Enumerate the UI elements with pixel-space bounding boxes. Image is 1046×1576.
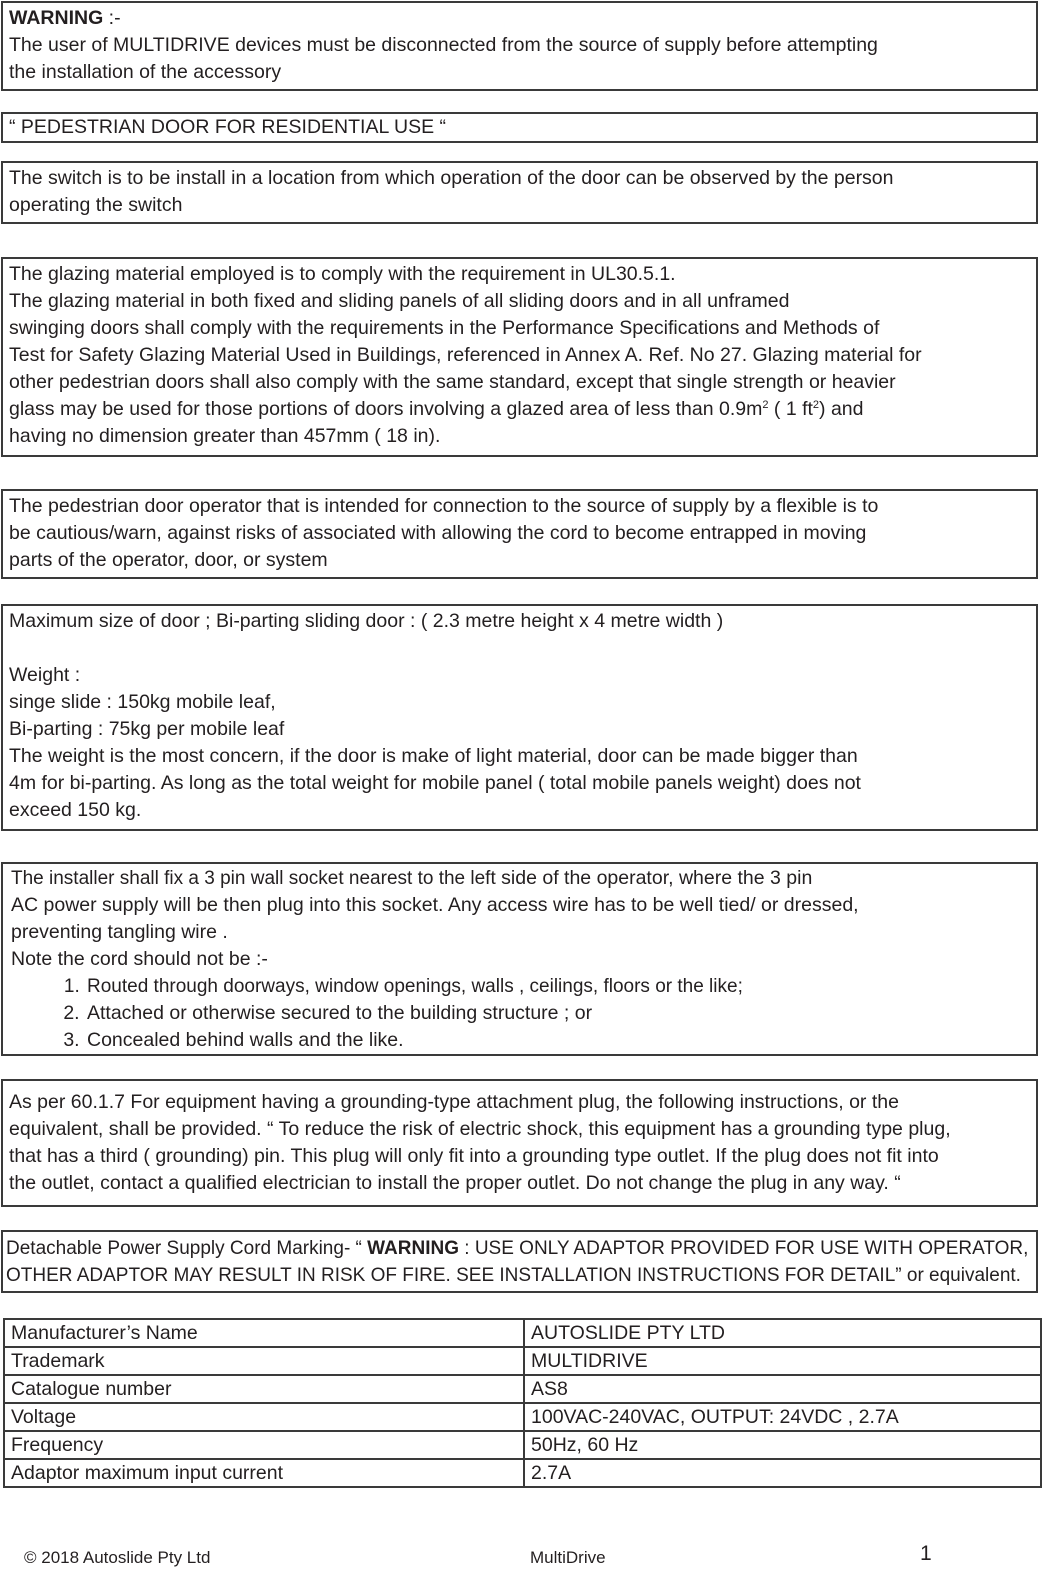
cord-caution-line: be cautious/warn, against risks of associated with allowing the cord to become entrapped in moving [9, 522, 867, 544]
table-row [4, 1347, 1041, 1375]
pedestrian-heading-box [1, 112, 1038, 143]
table-row [4, 1431, 1041, 1459]
cord-caution-line: parts of the operator, door, or system [9, 549, 328, 571]
door-size-line: Bi-parting : 75kg per mobile leaf [9, 718, 285, 740]
spec-value: MULTIDRIVE [524, 1347, 1041, 1375]
glazing-area-text: glass may be used for those portions of doors involving a glazed area of less than 0.9m [9, 398, 763, 420]
socket-line: Note the cord should not be :- [11, 948, 268, 970]
marking-box [1, 1230, 1038, 1293]
spec-value: AUTOSLIDE PTY LTD [524, 1319, 1041, 1347]
marking-warning: WARNING [367, 1238, 459, 1259]
grounding-line: that has a third ( grounding) pin. This plug will only fit into a grounding type outlet. If the plug does not fit into [9, 1145, 939, 1167]
spec-label: Catalogue number [4, 1375, 524, 1403]
spec-label: Frequency [4, 1431, 524, 1459]
socket-first-text: The installer shall fix a 3 pin wall socket nearest to the left [11, 868, 496, 889]
spec-label: Trademark [4, 1347, 524, 1375]
warning-box [1, 1, 1038, 91]
door-size-line: singe slide : 150kg mobile leaf, [9, 691, 276, 713]
socket-box [1, 862, 1038, 1056]
glazing-area-line [9, 396, 1030, 423]
glazing-line: swinging doors shall comply with the requirements in the Performance Specifications and Methods of [9, 317, 880, 339]
warning-heading [9, 5, 1030, 32]
socket-first-line [11, 865, 1030, 892]
glazing-box [1, 257, 1038, 457]
table-row [4, 1403, 1041, 1431]
list-item: 3. Concealed behind walls and the like. [85, 1027, 1030, 1054]
switch-note-line: operating the switch [9, 194, 183, 216]
spec-value: AS8 [524, 1375, 1041, 1403]
cord-caution-box [1, 489, 1038, 579]
door-size-line: 4m for bi-parting. As long as the total weight for mobile panel ( total mobile panels weight) does not [9, 772, 861, 794]
spec-table [3, 1318, 1042, 1488]
socket-line: preventing tangling wire . [11, 921, 228, 943]
grounding-box [1, 1079, 1038, 1207]
footer-product: MultiDrive [530, 1548, 606, 1567]
table-row [4, 1375, 1041, 1403]
pedestrian-heading: “ PEDESTRIAN DOOR FOR RESIDENTIAL USE “ [9, 116, 446, 138]
warning-line: the installation of the accessory [9, 61, 282, 83]
grounding-line: As per 60.1.7 For equipment having a grounding-type attachment plug, the following instructions, or the [9, 1091, 899, 1113]
cord-restrictions-list [11, 973, 1030, 1054]
switch-note-box [1, 161, 1038, 224]
grounding-line: equivalent, shall be provided. “ To reduce the risk of electric shock, this equipment has a grounding type plug, [9, 1118, 951, 1140]
spec-value: 2.7A [524, 1459, 1041, 1487]
superscript: 2 [812, 399, 820, 411]
door-size-line: exceed 150 kg. [9, 799, 142, 821]
glazing-line: Test for Safety Glazing Material Used in Buildings, referenced in Annex A. Ref. No 27. Glazing material for [9, 344, 922, 366]
list-item: 2. Attached or otherwise secured to the building structure ; or [85, 1000, 1030, 1027]
page-number: 1 [920, 1542, 932, 1565]
warning-suffix: :- [103, 7, 121, 29]
switch-note-line: The switch is to be install in a location from which operation of the door can be observed by the person [9, 167, 894, 189]
list-item: 1. Routed through doorways, window openings, walls , ceilings, floors or the like; [85, 973, 1030, 1000]
socket-line: AC power supply will be then plug into this socket. Any access wire has to be well tied/ or dressed, [11, 894, 859, 916]
spec-label: Manufacturer’s Name [4, 1319, 524, 1347]
marking-line [6, 1235, 1030, 1262]
door-size-line: The weight is the most concern, if the door is make of light material, door can be made bigger than [9, 745, 858, 767]
table-row [4, 1319, 1041, 1347]
socket-first-text: side of the operator, where the 3 pin [495, 867, 813, 889]
table-row [4, 1459, 1041, 1487]
weight-label: Weight : [9, 664, 81, 686]
marking-line: OTHER ADAPTOR MAY RESULT IN RISK OF FIRE. SEE INSTALLATION INSTRUCTIONS FOR DETAIL” or equivalent. [6, 1265, 1021, 1286]
spec-label: Voltage [4, 1403, 524, 1431]
footer-copyright: © 2018 Autoslide Pty Ltd [24, 1548, 211, 1567]
max-door-size: Maximum size of door ; Bi-parting sliding door : ( 2.3 metre height x 4 metre width ) [9, 610, 724, 632]
glazing-area-text: ( 1 ft [768, 398, 813, 420]
glazing-line: other pedestrian doors shall also comply with the same standard, except that single strength or heavier [9, 371, 896, 393]
marking-prefix: Detachable Power Supply Cord Marking- “ [6, 1238, 368, 1259]
marking-rest: : USE ONLY ADAPTOR PROVIDED FOR USE WITH OPERATOR, [459, 1238, 1029, 1259]
spec-value: 100VAC-240VAC, OUTPUT: 24VDC , 2.7A [524, 1403, 1041, 1431]
glazing-line: The glazing material employed is to comply with the requirement in UL30.5.1. [9, 263, 676, 285]
spec-label: Adaptor maximum input current [4, 1459, 524, 1487]
warning-title: WARNING [9, 7, 104, 29]
glazing-line: The glazing material in both fixed and sliding panels of all sliding doors and in all unframed [9, 290, 790, 312]
spec-value: 50Hz, 60 Hz [524, 1431, 1041, 1459]
glazing-line: having no dimension greater than 457mm ( 18 in). [9, 425, 441, 447]
cord-caution-line: The pedestrian door operator that is intended for connection to the source of supply by a flexible is to [9, 495, 879, 517]
blank-line [9, 635, 1030, 662]
warning-line: The user of MULTIDRIVE devices must be disconnected from the source of supply before attempting [9, 34, 878, 56]
door-size-box [1, 604, 1038, 831]
grounding-line: the outlet, contact a qualified electrician to install the proper outlet. Do not change the plug in any way. “ [9, 1172, 901, 1194]
superscript: 2 [762, 399, 769, 411]
glazing-area-text: ) and [819, 398, 864, 420]
